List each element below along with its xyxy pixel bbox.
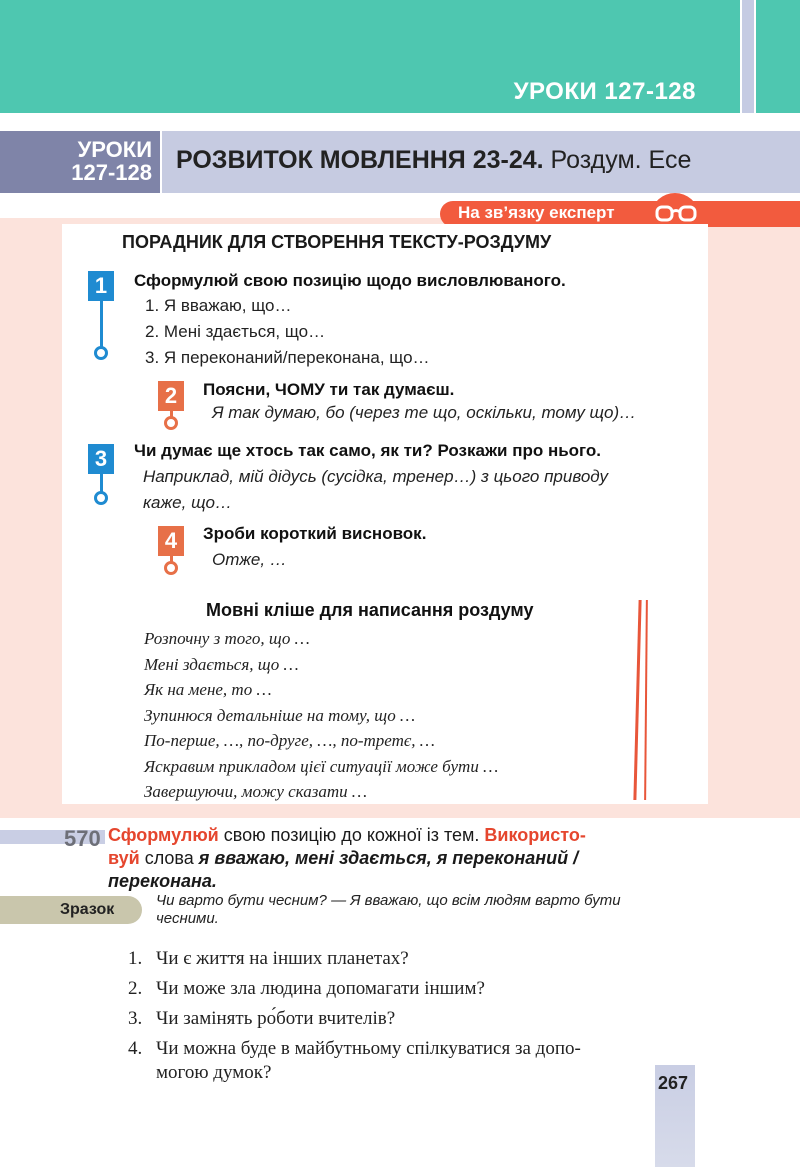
page-title-rest: Роздум. Есе <box>543 146 692 174</box>
glasses-icon <box>654 205 698 223</box>
step-4-body <box>212 547 287 573</box>
running-header: УРОКИ 127-128 <box>513 78 696 105</box>
page-title <box>176 146 691 175</box>
exercise-verb-2: Використо- <box>484 825 586 845</box>
cliche-item: Розпочну з того, що … <box>144 629 310 648</box>
step-4-heading: Зроби короткий висновок. <box>203 524 427 543</box>
step-1-line <box>100 301 103 349</box>
step-3-line-2: каже, що… <box>143 493 233 512</box>
step-1-heading: Сформулюй свою позицію щодо висловлюваного. <box>134 271 566 290</box>
page-number: 267 <box>658 1073 689 1093</box>
cliche-item: По-перше, …, по-друге, …, по-третє, … <box>144 731 435 750</box>
exercise-phrases: я вважаю, мені здається, я переконаний / <box>198 848 579 868</box>
question-text: Чи може зла людина допомагати іншим? <box>156 978 485 999</box>
question-number: 2. <box>128 978 143 999</box>
step-3-dot <box>94 491 108 505</box>
step-4-dot <box>164 561 178 575</box>
exercise-text-1: свою позицію до кожної із тем. <box>218 825 485 845</box>
list-item <box>128 1004 581 1034</box>
exercise-verb-1: Сформулюй <box>108 825 219 845</box>
question-continuation: могою думок? <box>156 1062 272 1083</box>
cliches-title: Мовні кліше для написання роздуму <box>206 600 534 620</box>
step-2-line-1: Я так думаю, бо (через те що, оскільки, тому що)… <box>212 403 637 422</box>
top-stripe <box>742 0 754 113</box>
step-2-body <box>212 400 636 426</box>
sample-text: Чи варто бути чесним? — Я вважаю, що всім людям варто бути чесними. <box>156 892 621 927</box>
question-text: Чи замінять ро́боти вчителів? <box>156 1008 396 1029</box>
exercise-verb-2-end: вуй <box>108 848 140 868</box>
step-1-line-1: 1. Я вважаю, що… <box>145 296 292 315</box>
expert-tab-label: На зв’язку експерт <box>458 203 615 222</box>
sample-label: Зразок <box>60 901 115 918</box>
top-stripe-right <box>756 0 800 113</box>
step-1-number: 1 <box>88 271 114 301</box>
step-2-number: 2 <box>158 381 184 411</box>
lesson-badge <box>0 131 160 193</box>
cliche-item: Яскравим прикладом цієї ситуації може бути … <box>144 756 499 776</box>
cliche-item: Завершуючи, можу сказати … <box>144 782 367 801</box>
step-3-body <box>143 464 608 516</box>
exercise-instructions <box>108 824 688 893</box>
question-number: 4. <box>128 1038 143 1059</box>
step-1-line-2: 2. Мені здається, що… <box>145 322 326 341</box>
list-item <box>128 974 581 1004</box>
step-1-line-3: 3. Я переконаний/переконана, що… <box>145 348 430 367</box>
exercise-number: 570 <box>64 826 101 851</box>
step-3-line-1: Наприклад, мій дідусь (сусідка, тренер…) з цього приводу <box>143 467 609 486</box>
step-2-heading: Поясни, ЧОМУ ти так думаєш. <box>203 380 455 399</box>
question-number: 1. <box>128 948 143 969</box>
question-number: 3. <box>128 1008 143 1029</box>
cliche-item: Зупинюся детальніше на тому, що … <box>144 705 416 725</box>
step-1-dot <box>94 346 108 360</box>
cliche-item: Мені здається, що … <box>144 654 299 674</box>
exercise-text-2: слова <box>139 848 199 868</box>
list-item <box>128 944 581 974</box>
exercise-phrases-end: переконана. <box>108 871 217 891</box>
step-3-number: 3 <box>88 444 114 474</box>
question-list <box>128 944 581 1088</box>
question-text: Чи можна буде в майбутньому спілкуватися за допо- <box>156 1038 581 1059</box>
step-1-body <box>145 293 430 371</box>
cliche-item: Як на мене, то … <box>144 680 272 699</box>
step-4-line-1: Отже, … <box>212 550 287 569</box>
lesson-badge-line2: 127-128 <box>71 160 152 185</box>
question-text: Чи є життя на інших планетах? <box>156 948 409 969</box>
guide-title: ПОРАДНИК ДЛЯ СТВОРЕННЯ ТЕКСТУ-РОЗДУМУ <box>122 232 552 252</box>
lesson-badge-line1: УРОКИ <box>77 137 152 162</box>
step-2-dot <box>164 416 178 430</box>
cliches-list <box>144 626 498 805</box>
step-4-number: 4 <box>158 526 184 556</box>
step-3-heading: Чи думає ще хтось так само, як ти? Розкажи про нього. <box>134 441 602 460</box>
page-title-bold: РОЗВИТОК МОВЛЕННЯ 23-24. <box>176 146 544 174</box>
